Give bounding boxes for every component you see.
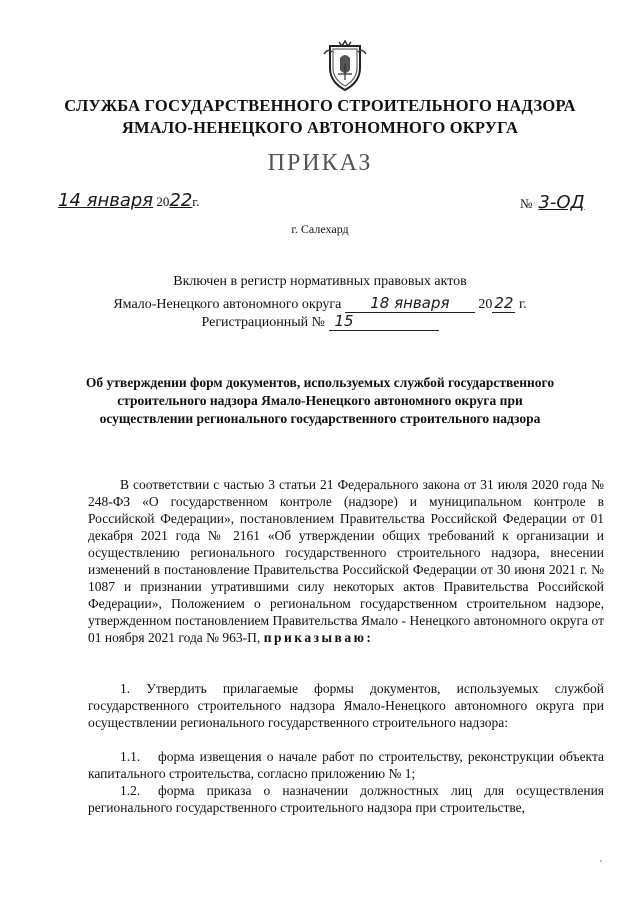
coat-of-arms-icon (322, 40, 368, 92)
registration-year-suffix: г. (518, 297, 527, 312)
registration-handwritten-number: 15 (329, 312, 439, 331)
city: г. Салехард (291, 222, 349, 236)
item-1-1 (88, 748, 604, 782)
handwritten-year: 22 (169, 190, 193, 211)
year-prefix: 20 (156, 194, 170, 209)
organization-name-line2: ЯМАЛО-НЕНЕЦКОГО АВТОНОМНОГО ОКРУГА (121, 118, 519, 137)
preamble-paragraph (88, 476, 604, 646)
organization-name-line1: СЛУЖБА ГОСУДАРСТВЕННОГО СТРОИТЕЛЬНОГО НАДЗОРА (64, 96, 576, 115)
registration-handwritten-date: 18 января (345, 294, 475, 313)
scan-speck (600, 860, 602, 862)
order-number (520, 192, 585, 213)
item-1-1-number: 1.1. (120, 749, 141, 764)
item-1-2-number: 1.2. (120, 783, 141, 798)
preamble-text: В соответствии с частью 3 статьи 21 Федерального закона от 31 июля 2020 года № 248-ФЗ «О государственном контроле (надзоре) и муниципальном контроле в Российской Федерации», постановлением Правительства Российской Федерации от 01 декабря 2021 года № 2161 «Об утверждении общих требований к организации и осуществлению регионального государственного строительного надзора, внесении изменений в постановление Правительства Российской Федерации от 30 июня 2021 г. № 1087 и признании утратившими силу некоторых актов Правительства Российской Федерации», Положением о региональном государственном строительном надзоре, утвержденном постановлением Правительства Ямало - Ненецкого автономного округа от 01 ноября 2021 года № 963-П, (88, 477, 604, 645)
document-subject: Об утверждении форм документов, используемых службой государственного строительного надзора Ямало-Ненецкого автономного округа при осуществлении регионального государственного строительного надзора (85, 375, 555, 426)
paragraph-1: 1. Утвердить прилагаемые формы документов, используемых службой государственного строительного надзора Ямало-Ненецкого автономного округа при осуществлении регионального государственного строительного надзора: (88, 681, 604, 730)
registration-region: Ямало-Ненецкого автономного округа (113, 297, 342, 312)
registration-line1: Включен в регистр нормативных правовых актов (173, 274, 467, 289)
document-type-title: ПРИКАЗ (267, 150, 373, 176)
handwritten-number: 3-ОД (538, 192, 585, 213)
item-1-2 (88, 782, 604, 816)
registration-line2 (0, 294, 640, 313)
registration-handwritten-year: 22 (494, 294, 514, 312)
registration-line3 (0, 312, 640, 331)
item-1-1-text: форма извещения о начале работ по строительству, реконструкции объекта капитального строительства, согласно приложению № 1; (88, 749, 604, 781)
number-label: № (520, 196, 533, 211)
registration-year-prefix: 20 (478, 297, 493, 312)
item-1-2-text: форма приказа о назначении должностных лиц для осуществления регионального государственного строительного надзора при строительстве, (88, 783, 604, 815)
handwritten-date: 14 января (58, 190, 154, 211)
year-suffix: г. (192, 194, 200, 209)
order-word: приказываю: (263, 630, 374, 645)
order-date (58, 190, 199, 211)
registration-number-label: Регистрационный № (201, 315, 325, 330)
